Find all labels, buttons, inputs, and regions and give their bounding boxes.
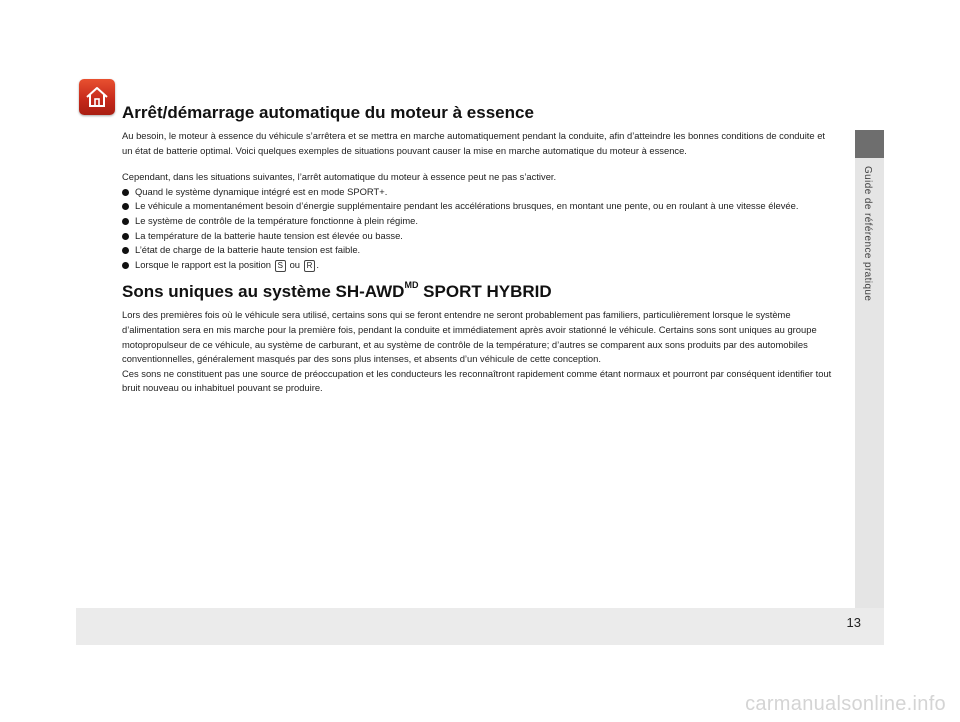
sidebar-tab-marker — [855, 130, 884, 158]
home-icon — [84, 84, 110, 110]
list-item: Quand le système dynamique intégré est en mode SPORT+. — [122, 185, 834, 200]
gear-s-key: S — [275, 260, 286, 272]
sidebar-label: Guide de référence pratique — [862, 166, 873, 302]
intro-paragraph: Au besoin, le moteur à essence du véhicule s’arrêtera et se mettra en marche automatiquement pendant la conduite, afin d’atteindre les bonnes conditions de conduite et un état de batterie optimal. Voici quelques exemples de situations pouvant causer la mise en marche automatique du moteur à essence. — [122, 130, 826, 156]
sounds-paragraph-1: Lors des premières fois où le véhicule sera utilisé, certains sons qui se feront entendre ne seront probablement pas familiers, particulièrement lorsque le système d’alimentation sera en mis marche pour la première fois, pendant la conduite et immédiatement après avoir stationné le véhicule. Certains sons sont uniques au groupe motopropulseur de ce véhicule, au système de carburant, et au système de contrôle de la température; d’autres se comparent aux sons produits par des automobiles conventionnelles, généralement masqués par des sons plus intenses, et absents d’un véhicule de cette conception. — [122, 309, 817, 365]
bullet-icon — [122, 262, 129, 269]
home-button[interactable] — [79, 79, 115, 115]
bullet-icon — [122, 218, 129, 225]
sounds-paragraph-2: Ces sons ne constituent pas une source de préoccupation et les conducteurs les reconnaîtront rapidement comme étant normaux et pourront par conséquent identifier tout bruit nouveau ou inhabituel pouvant se produire. — [122, 367, 832, 394]
gear-r-key: R — [304, 260, 316, 272]
bullet-icon — [122, 203, 129, 210]
list-item: La température de la batterie haute tension est élevée ou basse. — [122, 229, 834, 244]
main-content — [122, 103, 834, 396]
footer-bar — [76, 608, 884, 645]
section-title-sounds: Sons uniques au système $SH-AWD^{MD}$ SPORT HYBRID — [122, 280, 552, 302]
list-item: Lorsque le rapport est la position S ou R . — [122, 258, 834, 273]
bullet-icon — [122, 189, 129, 196]
bullet-icon — [122, 247, 129, 254]
lead-paragraph: Cependant, dans les situations suivantes, l’arrêt automatique du moteur à essence peut ne pas s’activer. — [122, 171, 557, 183]
list-item: Le véhicule a momentanément besoin d’énergie supplémentaire pendant les accélérations brusques, en montant une pente, ou en roulant à une vitesse élevée. — [122, 199, 834, 214]
conditions-list — [122, 185, 834, 273]
list-item: Le système de contrôle de la température fonctionne à plein régime. — [122, 214, 834, 229]
section-title-auto-stop: Arrêt/démarrage automatique du moteur à essence — [122, 103, 534, 122]
watermark: carmanualsonline.info — [745, 693, 946, 715]
list-item: L’état de charge de la batterie haute tension est faible. — [122, 243, 834, 258]
bullet-icon — [122, 233, 129, 240]
page-number: 13 — [846, 615, 861, 630]
